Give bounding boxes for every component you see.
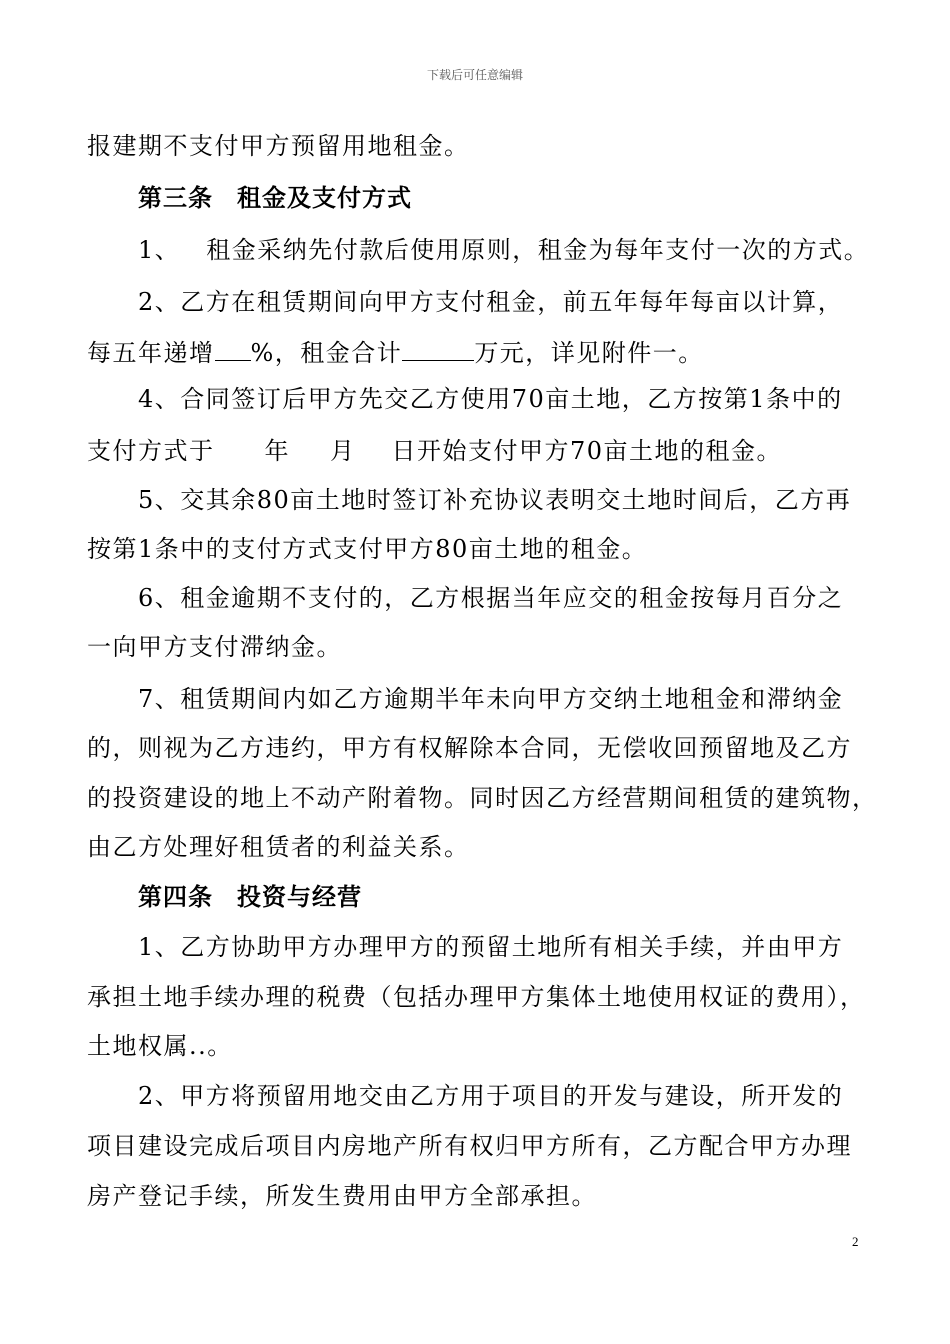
paragraph-line: 7、租赁期间内如乙方逾期半年未向甲方交纳土地租金和滞纳金 [138,685,844,713]
article-number: 第四条 [138,883,213,911]
paragraph-line [138,235,869,265]
paragraph-line: 由乙方处理好租赁者的利益关系。 [87,833,470,861]
text-segment: %，租金合计 [250,339,403,367]
article-number: 第三条 [138,184,213,212]
text-segment: 支付方式于 [87,437,215,465]
paragraph-line: 土地权属..。 [87,1032,233,1060]
paragraph-line: 1、乙方协助甲方办理甲方的预留土地所有相关手续，并由甲方 [138,933,844,961]
paragraph-line: 一向甲方支付滞纳金。 [87,633,342,661]
article-title: 租金及支付方式 [237,184,412,212]
text-segment: 万元，详见附件一。 [474,339,704,367]
paragraph-line: 5、交其余80亩土地时签订补充协议表明交土地时间后，乙方再 [138,486,852,514]
paragraph-line [87,338,704,368]
percent-blank [215,338,251,361]
paragraph-line: 承担土地手续办理的税费（包括办理甲方集体土地使用权证的费用）， [87,983,866,1011]
paragraph-line [87,436,782,466]
paragraph-line: 房产登记手续，所发生费用由甲方全部承担。 [87,1182,597,1210]
article-4-heading [138,882,362,912]
paragraph-line: 按第1条中的支付方式支付甲方80亩土地的租金。 [87,535,648,563]
total-amount-blank [402,338,474,361]
paragraph-line: 2、乙方在租赁期间向甲方支付租金，前五年每年每亩以计算， [138,288,844,316]
text-segment: 每五年递增 [87,339,215,367]
paragraph-line: 项目建设完成后项目内房地产所有权归甲方所有，乙方配合甲方办理 [87,1132,852,1160]
year-label: 年 [264,437,290,465]
clause-text: 租金采纳先付款后使用原则，租金为每年支付一次的方式。 [206,236,870,264]
header-note: 下载后可任意编辑 [426,68,523,82]
paragraph-line: 2、甲方将预留用地交由乙方用于项目的开发与建设，所开发的 [138,1082,844,1110]
paragraph-line: 4、合同签订后甲方先交乙方使用70亩土地，乙方按第1条中的 [138,385,843,413]
paragraph-line: 6、租金逾期不支付的，乙方根据当年应交的租金按每月百分之 [138,584,844,612]
month-label: 月 [330,437,356,465]
page-number: 2 [852,1234,859,1249]
paragraph-line: 的，则视为乙方违约，甲方有权解除本合同，无偿收回预留地及乙方 [87,734,852,762]
paragraph-line: 的投资建设的地上不动产附着物。同时因乙方经营期间租赁的建筑物， [87,784,878,812]
text-segment: 日开始支付甲方70亩土地的租金。 [391,437,783,465]
article-3-heading [138,183,412,213]
article-title: 投资与经营 [237,883,362,911]
clause-number: 1、 [138,236,181,264]
paragraph-line: 报建期不支付甲方预留用地租金。 [87,132,470,160]
